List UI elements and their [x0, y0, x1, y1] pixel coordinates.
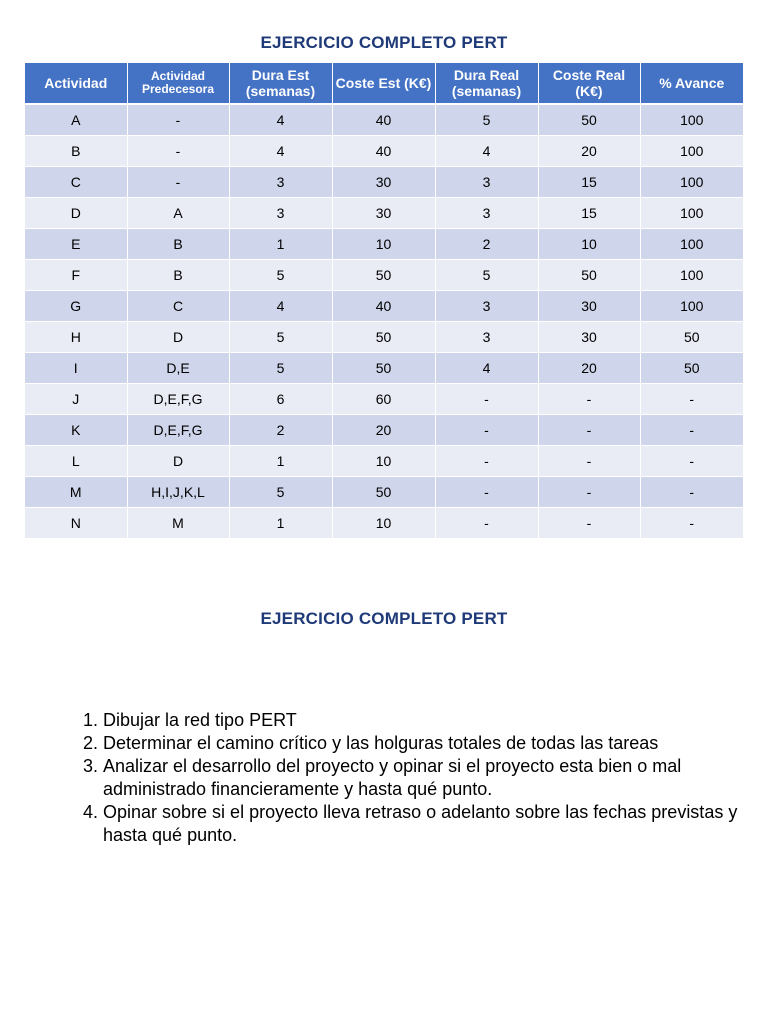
- table-cell: C: [25, 167, 127, 198]
- table-cell: D,E: [127, 353, 229, 384]
- table-cell: -: [538, 446, 640, 477]
- table-cell: -: [127, 136, 229, 167]
- table-cell: M: [25, 477, 127, 508]
- table-cell: 1: [229, 446, 332, 477]
- table-cell: 100: [640, 291, 743, 322]
- table-cell: 4: [229, 291, 332, 322]
- table-row: [25, 291, 743, 322]
- table-cell: 50: [538, 260, 640, 291]
- table-cell: 4: [435, 136, 538, 167]
- table-cell: M: [127, 508, 229, 539]
- table-row: [25, 384, 743, 415]
- table-cell: D,E,F,G: [127, 384, 229, 415]
- table-cell: 50: [640, 322, 743, 353]
- table-cell: 3: [435, 291, 538, 322]
- list-item: 1. Dibujar la red tipo PERT: [103, 709, 743, 732]
- table-cell: D: [127, 446, 229, 477]
- table-row: [25, 322, 743, 353]
- column-header: Actividad: [25, 63, 127, 104]
- list-item: 2. Determinar el camino crítico y las holguras totales de todas las tareas: [103, 732, 743, 755]
- table-cell: 10: [332, 446, 435, 477]
- table-cell: 100: [640, 136, 743, 167]
- table-row: [25, 229, 743, 260]
- table-cell: 3: [435, 322, 538, 353]
- table-cell: 20: [538, 353, 640, 384]
- table-cell: A: [127, 198, 229, 229]
- table-cell: 30: [538, 291, 640, 322]
- table-cell: 30: [332, 167, 435, 198]
- column-header: Actividad Predecesora: [127, 63, 229, 104]
- table-cell: 30: [538, 322, 640, 353]
- column-header: Coste Est (K€): [332, 63, 435, 104]
- table-row: [25, 260, 743, 291]
- table-cell: -: [640, 446, 743, 477]
- table-cell: 5: [229, 353, 332, 384]
- table-cell: -: [435, 384, 538, 415]
- column-header: % Avance: [640, 63, 743, 104]
- table-cell: -: [538, 384, 640, 415]
- table-cell: G: [25, 291, 127, 322]
- list-item: 4. Opinar sobre si el proyecto lleva retraso o adelanto sobre las fechas previstas y hasta qué punto.: [103, 801, 743, 847]
- table-row: [25, 477, 743, 508]
- table-cell: 1: [229, 229, 332, 260]
- table-cell: H,I,J,K,L: [127, 477, 229, 508]
- table-cell: 50: [332, 322, 435, 353]
- table-row: [25, 136, 743, 167]
- table-cell: 4: [435, 353, 538, 384]
- table-cell: 50: [538, 104, 640, 136]
- list-item: 3. Analizar el desarrollo del proyecto y opinar si el proyecto esta bien o mal administrado financieramente y hasta qué punto.: [103, 755, 743, 801]
- table-cell: 100: [640, 229, 743, 260]
- table-cell: -: [640, 508, 743, 539]
- table-cell: -: [435, 446, 538, 477]
- table-cell: 5: [229, 477, 332, 508]
- table-cell: 5: [229, 260, 332, 291]
- table-cell: 40: [332, 291, 435, 322]
- table-cell: 100: [640, 167, 743, 198]
- table-cell: D,E,F,G: [127, 415, 229, 446]
- task-list: [73, 709, 743, 847]
- table-row: [25, 104, 743, 136]
- table-cell: 100: [640, 104, 743, 136]
- table-cell: 50: [332, 353, 435, 384]
- table-cell: -: [435, 477, 538, 508]
- table-cell: 1: [229, 508, 332, 539]
- table-row: [25, 508, 743, 539]
- table-body: [25, 104, 743, 539]
- table-cell: F: [25, 260, 127, 291]
- table-cell: 50: [640, 353, 743, 384]
- table-cell: 40: [332, 136, 435, 167]
- table-cell: 3: [229, 167, 332, 198]
- table-cell: -: [538, 415, 640, 446]
- table-cell: 4: [229, 136, 332, 167]
- table-cell: -: [640, 384, 743, 415]
- table-cell: -: [435, 508, 538, 539]
- table-cell: 3: [435, 167, 538, 198]
- table-cell: 5: [435, 260, 538, 291]
- table-cell: E: [25, 229, 127, 260]
- table-cell: I: [25, 353, 127, 384]
- table-cell: -: [538, 477, 640, 508]
- header-row: [25, 63, 743, 104]
- table-cell: 15: [538, 167, 640, 198]
- table-row: [25, 446, 743, 477]
- table-cell: 10: [538, 229, 640, 260]
- table-cell: 30: [332, 198, 435, 229]
- table-cell: A: [25, 104, 127, 136]
- table-cell: 4: [229, 104, 332, 136]
- table-cell: 50: [332, 260, 435, 291]
- table-cell: B: [127, 260, 229, 291]
- table-cell: B: [25, 136, 127, 167]
- table-cell: N: [25, 508, 127, 539]
- column-header: Dura Est (semanas): [229, 63, 332, 104]
- table-cell: 3: [435, 198, 538, 229]
- table-row: [25, 415, 743, 446]
- table-cell: 60: [332, 384, 435, 415]
- table-row: [25, 353, 743, 384]
- table-cell: -: [435, 415, 538, 446]
- table-cell: B: [127, 229, 229, 260]
- section-title: EJERCICIO COMPLETO PERT: [260, 609, 508, 628]
- table-cell: 10: [332, 229, 435, 260]
- table-cell: 5: [435, 104, 538, 136]
- table-cell: 2: [435, 229, 538, 260]
- table-cell: 20: [538, 136, 640, 167]
- table-cell: 15: [538, 198, 640, 229]
- table-cell: 10: [332, 508, 435, 539]
- table-cell: 40: [332, 104, 435, 136]
- table-cell: C: [127, 291, 229, 322]
- table-cell: -: [127, 104, 229, 136]
- pert-table: [25, 63, 743, 539]
- table-cell: L: [25, 446, 127, 477]
- table-cell: 20: [332, 415, 435, 446]
- table-cell: K: [25, 415, 127, 446]
- table-cell: 100: [640, 260, 743, 291]
- table-cell: D: [127, 322, 229, 353]
- table-cell: J: [25, 384, 127, 415]
- table-row: [25, 198, 743, 229]
- table-cell: D: [25, 198, 127, 229]
- table-cell: 50: [332, 477, 435, 508]
- table-cell: 100: [640, 198, 743, 229]
- table-cell: H: [25, 322, 127, 353]
- table-cell: -: [538, 508, 640, 539]
- table-cell: -: [640, 477, 743, 508]
- column-header: Dura Real (semanas): [435, 63, 538, 104]
- table-cell: 3: [229, 198, 332, 229]
- table-cell: -: [127, 167, 229, 198]
- table-header: [25, 63, 743, 104]
- page-title: EJERCICIO COMPLETO PERT: [260, 33, 508, 52]
- table-cell: 5: [229, 322, 332, 353]
- column-header: Coste Real (K€): [538, 63, 640, 104]
- table-cell: 6: [229, 384, 332, 415]
- table-row: [25, 167, 743, 198]
- table-cell: -: [640, 415, 743, 446]
- table-cell: 2: [229, 415, 332, 446]
